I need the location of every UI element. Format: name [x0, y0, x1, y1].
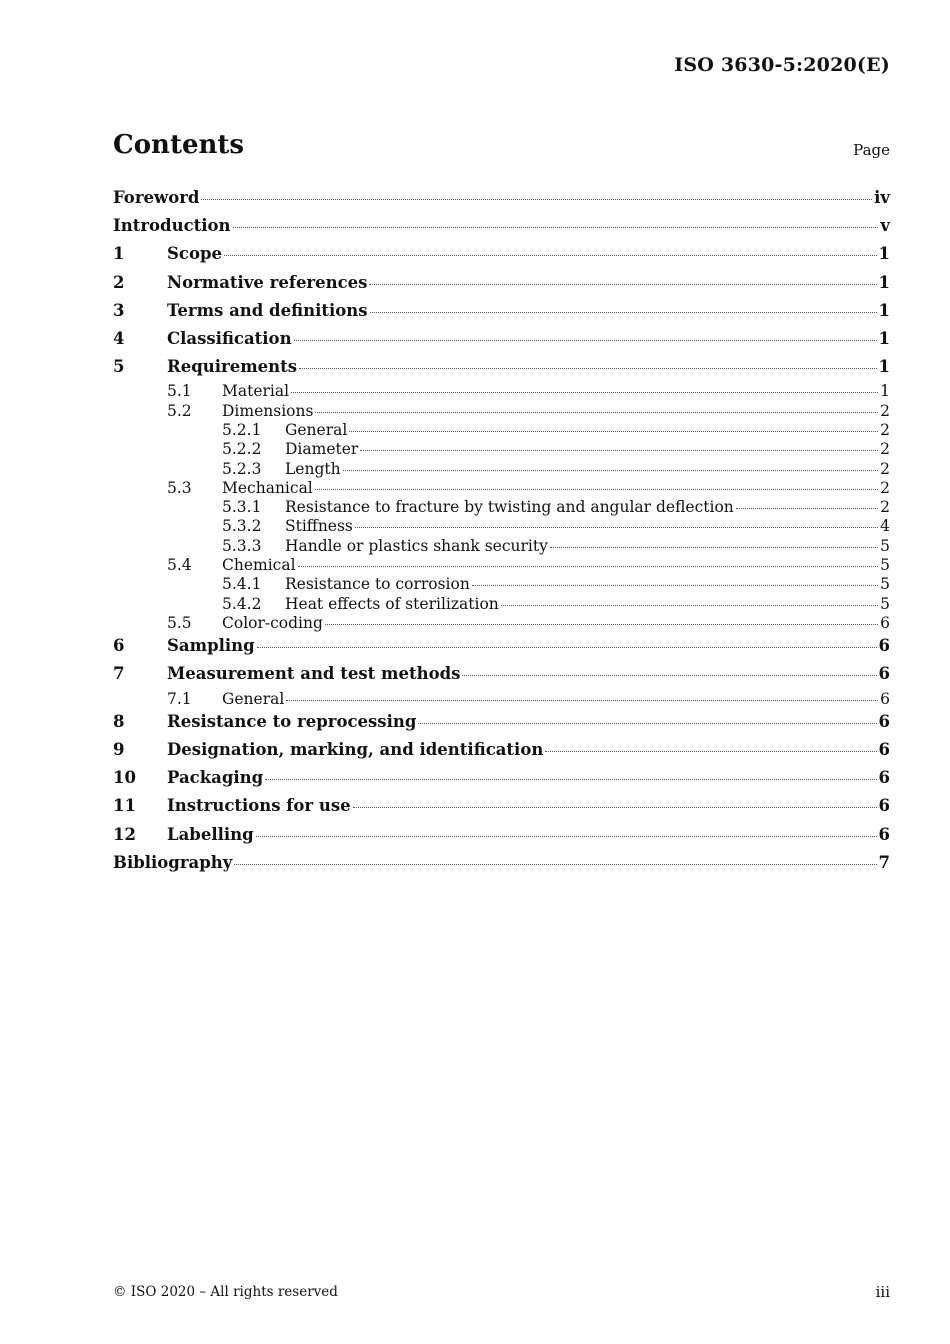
- toc-entry-number: 5.2.3: [222, 459, 262, 478]
- toc-entry-title: Packaging: [167, 768, 264, 788]
- toc-entry-page: 1: [878, 328, 890, 348]
- toc-dot-leader: [298, 565, 879, 567]
- toc-entry-title: Bibliography: [113, 852, 233, 872]
- toc-entry-number: 12: [113, 824, 136, 844]
- toc-entry-number: 5.3.1: [222, 498, 262, 517]
- toc-entry-number: 5.4: [167, 555, 192, 574]
- toc-entry-number: 5.3.3: [222, 536, 262, 555]
- toc-dot-leader: [343, 469, 879, 471]
- toc-entry-number: 5.3.2: [222, 517, 262, 536]
- toc-entry-title: Measurement and test methods: [167, 664, 461, 684]
- toc-dot-leader: [349, 430, 878, 432]
- toc-entry[interactable]: [113, 270, 890, 298]
- toc-entry[interactable]: [113, 793, 890, 821]
- toc-entry-title: Scope: [167, 244, 223, 264]
- toc-entry-page: 5: [880, 594, 890, 613]
- toc-dot-leader: [315, 488, 878, 490]
- toc-entry-title: Heat effects of sterilization: [285, 594, 499, 613]
- toc-entry-title: Designation, marking, and identification: [167, 740, 544, 760]
- toc-entry-title: Resistance to corrosion: [285, 575, 470, 594]
- toc-entry-number: 6: [113, 636, 125, 656]
- toc-entry-page: 2: [880, 478, 890, 497]
- toc-dot-leader: [550, 546, 878, 548]
- toc-entry-page: v: [880, 216, 890, 236]
- toc-dot-leader: [224, 254, 877, 256]
- toc-dot-leader: [462, 674, 876, 676]
- toc-entry-page: 2: [880, 498, 890, 517]
- toc-entry-number: 5.2: [167, 401, 192, 420]
- toc-entry-title: General: [285, 420, 348, 439]
- toc-dot-leader: [360, 449, 878, 451]
- toc-entry-number: 9: [113, 740, 125, 760]
- toc-entry-page: 4: [880, 517, 890, 536]
- toc-dot-leader: [291, 391, 878, 393]
- toc-dot-leader: [472, 584, 878, 586]
- toc-entry-title: Resistance to reprocessing: [167, 711, 417, 731]
- toc-entry[interactable]: [113, 354, 890, 382]
- toc-entry-title: Resistance to fracture by twisting and angular deflection: [285, 498, 734, 517]
- toc-dot-leader: [501, 604, 878, 606]
- toc-entry-page: 2: [880, 440, 890, 459]
- toc-dot-leader: [369, 283, 876, 285]
- toc-entry-number: 1: [113, 244, 125, 264]
- toc-dot-leader: [201, 198, 872, 200]
- toc-dot-leader: [353, 806, 877, 808]
- toc-entry-title: Foreword: [113, 188, 200, 207]
- toc-entry-page: 1: [878, 357, 890, 377]
- toc-entry[interactable]: [113, 737, 890, 765]
- toc-entry-title: Sampling: [167, 636, 255, 656]
- toc-entry-page: 1: [878, 300, 890, 320]
- toc-entry-page: 6: [878, 636, 890, 656]
- toc-entry[interactable]: [113, 382, 890, 401]
- toc-dot-leader: [256, 835, 877, 837]
- toc-entry[interactable]: [113, 709, 890, 737]
- toc-entry-title: Requirements: [167, 357, 298, 377]
- page-number: iii: [875, 1283, 890, 1301]
- toc-entry[interactable]: [113, 633, 890, 661]
- toc-entry-title: Stiffness: [285, 517, 353, 536]
- toc-entry-number: 11: [113, 796, 136, 816]
- toc-entry-title: Classification: [167, 328, 292, 348]
- toc-entry[interactable]: [113, 556, 890, 575]
- toc-entry[interactable]: [113, 850, 890, 878]
- toc-entry[interactable]: [113, 460, 890, 479]
- toc-entry-page: 6: [878, 740, 890, 760]
- toc-entry-title: General: [222, 689, 285, 708]
- toc-entry-number: 5: [113, 357, 125, 377]
- toc-entry-number: 2: [113, 272, 125, 292]
- toc-dot-leader: [265, 778, 876, 780]
- toc-entry-title: Normative references: [167, 272, 368, 292]
- toc-entry-page: 6: [878, 824, 890, 844]
- toc-entry[interactable]: [113, 661, 890, 689]
- toc-entry-page: 2: [880, 401, 890, 420]
- toc-entry-number: 5.3: [167, 478, 192, 497]
- toc-dot-leader: [257, 646, 877, 648]
- toc-dot-leader: [325, 623, 878, 625]
- toc-entry-page: 5: [880, 575, 890, 594]
- toc-entry-number: 10: [113, 768, 136, 788]
- toc-entry-page: 7: [878, 852, 890, 872]
- toc-entry[interactable]: [113, 517, 890, 536]
- toc-entry-page: 2: [880, 459, 890, 478]
- toc-entry-page: iv: [874, 188, 890, 207]
- toc-entry-page: 1: [878, 244, 890, 264]
- toc-entry-title: Introduction: [113, 216, 231, 236]
- toc-entry-page: 2: [880, 420, 890, 439]
- toc-entry[interactable]: [113, 241, 890, 269]
- toc-entry-page: 1: [878, 272, 890, 292]
- toc-entry-number: 5.4.1: [222, 575, 262, 594]
- toc-entry-title: Dimensions: [222, 401, 314, 420]
- toc-entry-number: 5.2.2: [222, 440, 262, 459]
- toc-entry-page: 5: [880, 555, 890, 574]
- toc-entry-title: Diameter: [285, 440, 359, 459]
- toc-dot-leader: [370, 311, 877, 313]
- toc-entry-title: Labelling: [167, 824, 254, 844]
- toc-entry-title: Instructions for use: [167, 796, 351, 816]
- toc-dot-leader: [294, 339, 877, 341]
- toc-entry[interactable]: [113, 402, 890, 421]
- toc-entry-number: 7: [113, 664, 125, 684]
- toc-dot-leader: [286, 699, 878, 701]
- toc-entry-number: 5.2.1: [222, 420, 262, 439]
- toc-entry-number: 3: [113, 300, 125, 320]
- toc-entry-page: 5: [880, 536, 890, 555]
- toc-dot-leader: [234, 863, 876, 865]
- toc-entry[interactable]: [113, 822, 890, 850]
- table-of-contents: [113, 185, 890, 878]
- toc-entry[interactable]: [113, 595, 890, 614]
- toc-dot-leader: [299, 367, 876, 369]
- toc-entry-page: 6: [878, 664, 890, 684]
- toc-entry[interactable]: [113, 765, 890, 793]
- toc-entry[interactable]: [113, 440, 890, 459]
- standard-identifier: ISO 3630-5:2020(E): [674, 54, 890, 76]
- toc-entry[interactable]: [113, 614, 890, 633]
- toc-entry-title: Terms and definitions: [167, 300, 368, 320]
- toc-dot-leader: [545, 750, 876, 752]
- toc-entry-page: 6: [880, 689, 890, 708]
- toc-entry-number: 7.1: [167, 689, 192, 708]
- toc-entry-number: 8: [113, 711, 125, 731]
- toc-entry-page: 6: [878, 768, 890, 788]
- toc-entry-page: 6: [878, 711, 890, 731]
- toc-entry-title: Chemical: [222, 555, 296, 574]
- toc-entry[interactable]: [113, 575, 890, 594]
- toc-entry-title: Color-coding: [222, 613, 323, 632]
- toc-entry-title: Mechanical: [222, 478, 313, 497]
- toc-dot-leader: [736, 507, 878, 509]
- toc-entry-page: 6: [880, 613, 890, 632]
- contents-heading: Contents: [113, 130, 245, 160]
- toc-entry[interactable]: [113, 537, 890, 556]
- toc-entry-number: 5.5: [167, 613, 192, 632]
- copyright-notice: © ISO 2020 – All rights reserved: [113, 1284, 338, 1300]
- page-column-label: Page: [853, 141, 890, 159]
- toc-dot-leader: [418, 722, 876, 724]
- toc-entry-page: 1: [880, 382, 890, 401]
- toc-entry-number: 5.4.2: [222, 594, 262, 613]
- toc-entry-title: Handle or plastics shank security: [285, 536, 548, 555]
- toc-entry[interactable]: [113, 421, 890, 440]
- toc-entry-number: 5.1: [167, 382, 192, 401]
- toc-entry[interactable]: [113, 690, 890, 709]
- toc-entry[interactable]: [113, 185, 890, 213]
- toc-entry-page: 6: [878, 796, 890, 816]
- toc-entry-number: 4: [113, 328, 125, 348]
- toc-dot-leader: [233, 226, 879, 228]
- toc-entry[interactable]: [113, 213, 890, 241]
- toc-entry[interactable]: [113, 479, 890, 498]
- toc-entry-title: Length: [285, 459, 341, 478]
- toc-entry-title: Material: [222, 382, 290, 401]
- toc-dot-leader: [315, 411, 878, 413]
- toc-entry[interactable]: [113, 498, 890, 517]
- toc-dot-leader: [355, 526, 878, 528]
- toc-entry[interactable]: [113, 298, 890, 326]
- toc-entry[interactable]: [113, 326, 890, 354]
